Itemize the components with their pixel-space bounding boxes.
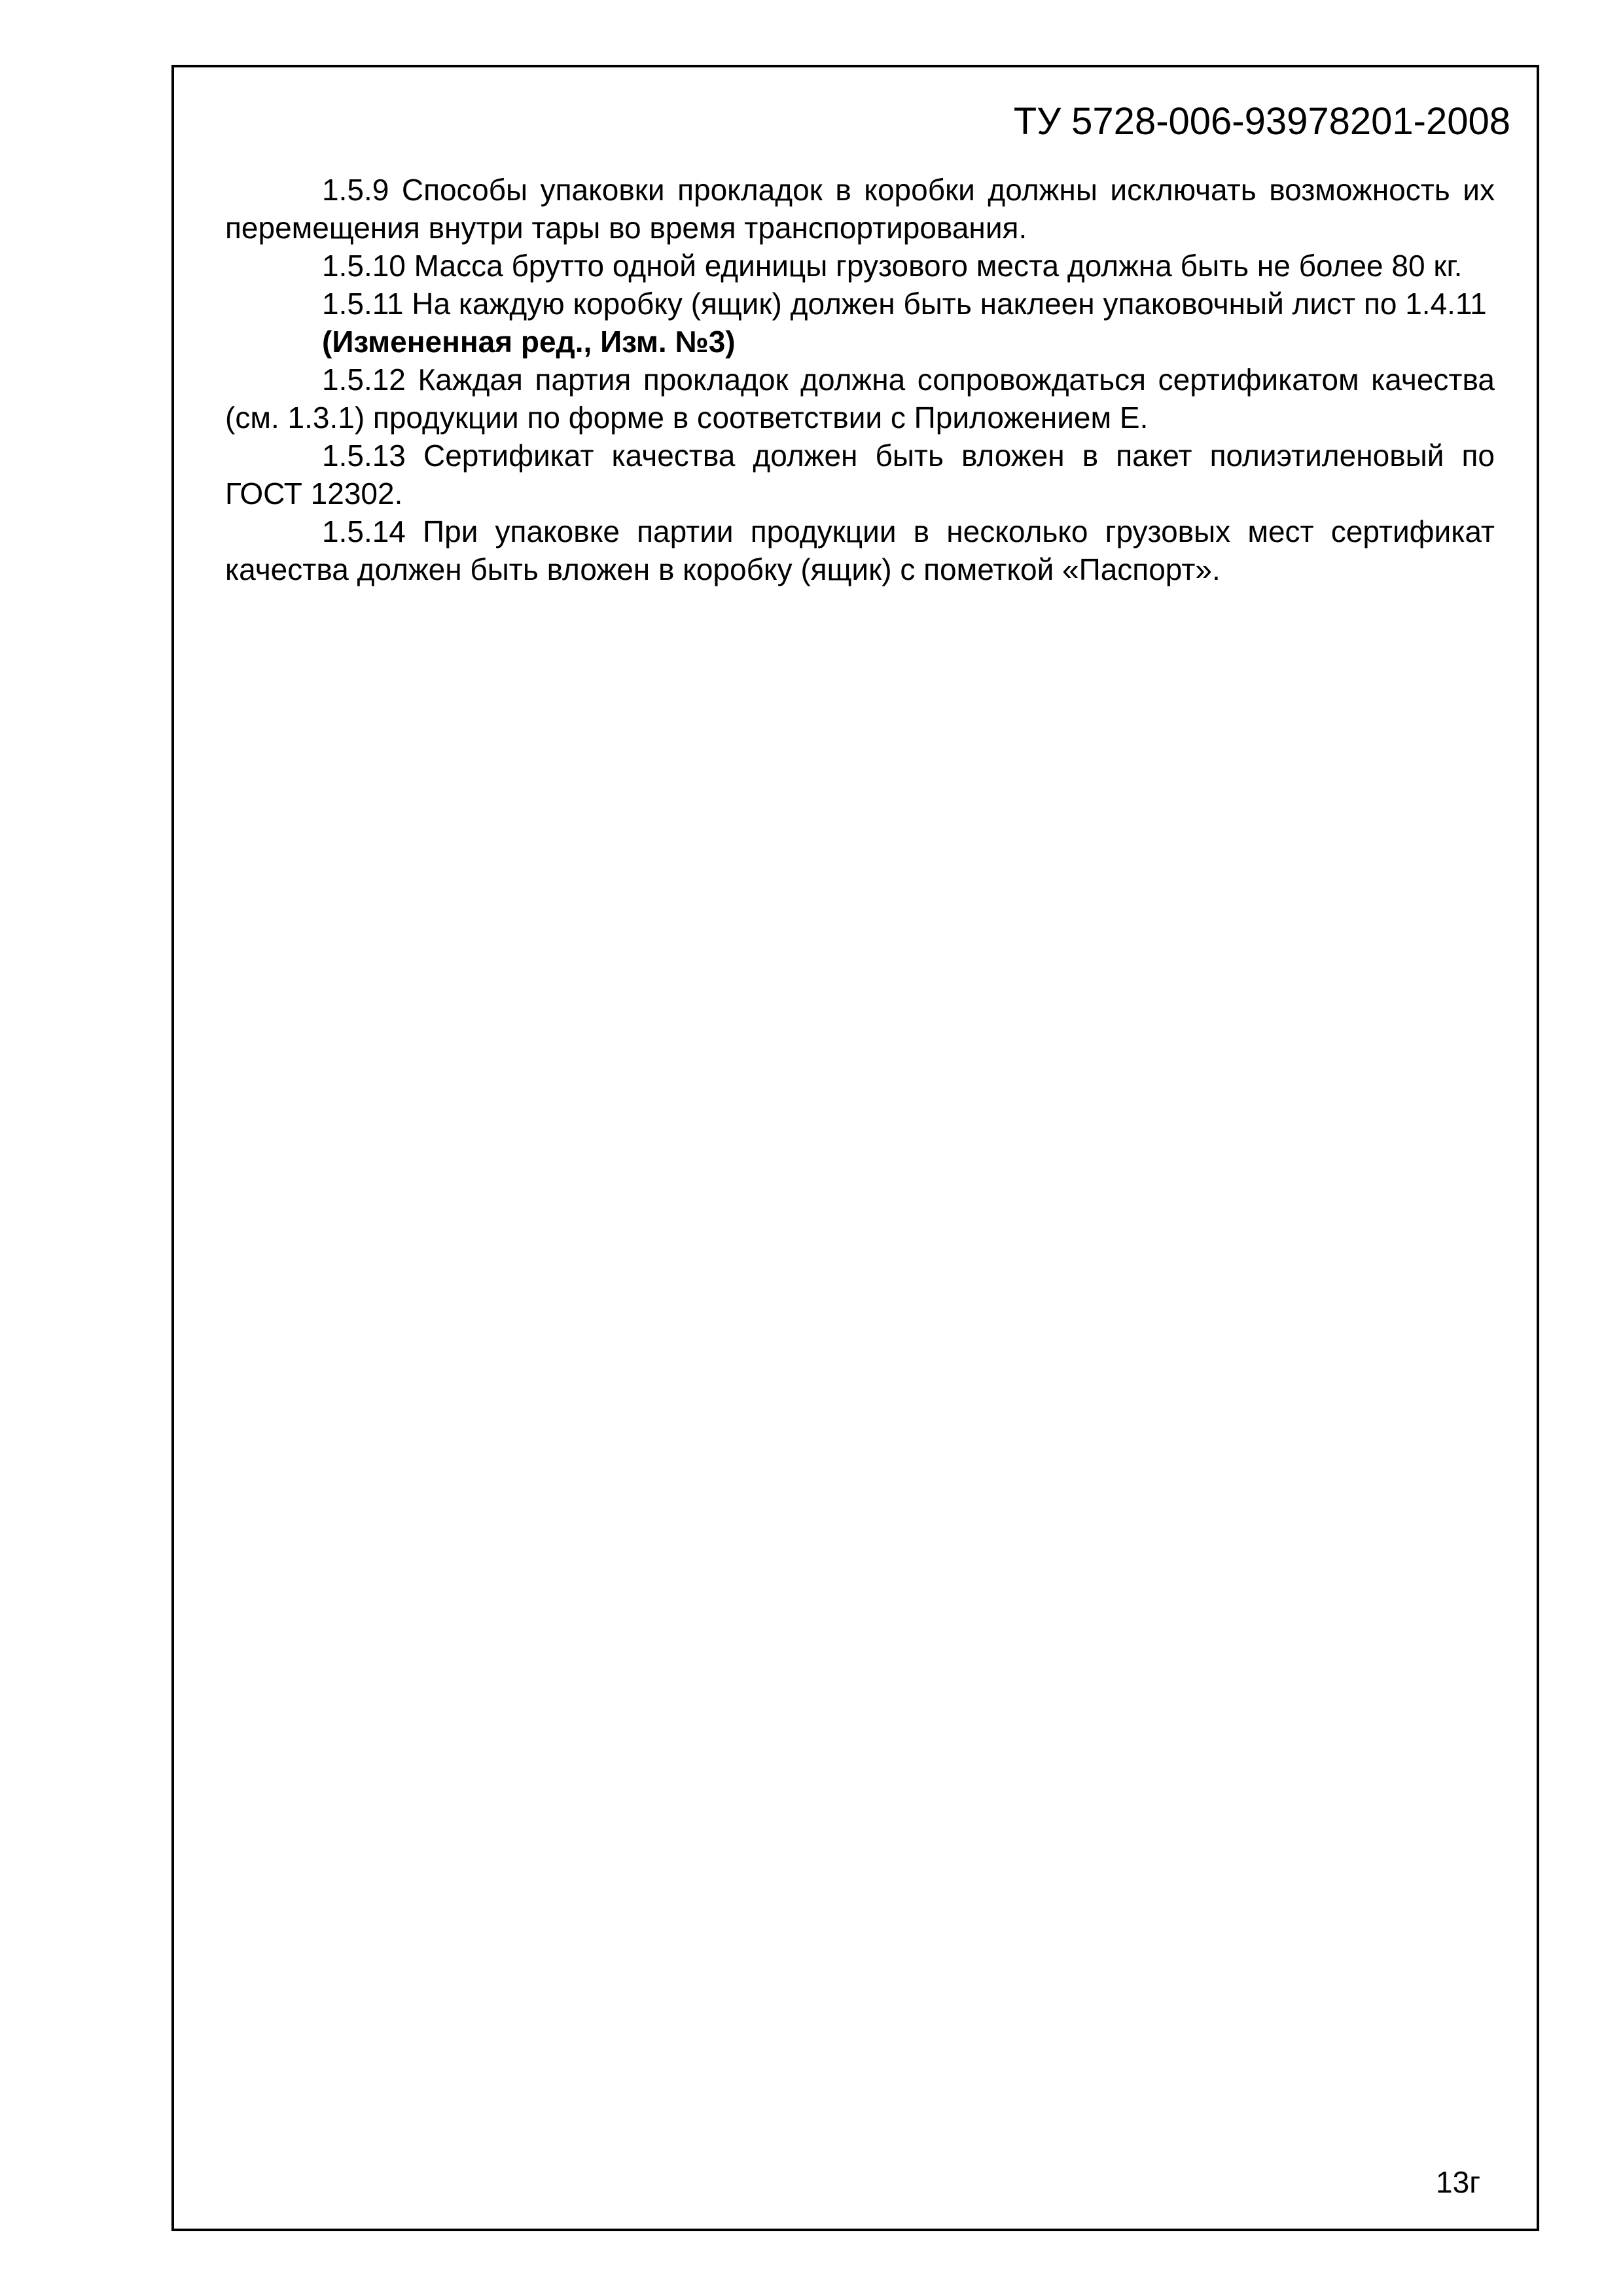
- paragraph-1-5-12: 1.5.12 Каждая партия прокладок должна сопровождаться сертификатом качества (см. 1.3.1) продукции по форме в соответствии с Приложением Е.: [225, 363, 1495, 435]
- document-code: ТУ 5728-006-93978201-2008: [1013, 100, 1510, 143]
- paragraph-1-5-10: 1.5.10 Масса брутто одной единицы грузового места должна быть не более 80 кг.: [322, 249, 1463, 283]
- amendment-note: (Измененная ред., Изм. №3): [322, 325, 736, 359]
- paragraph-1-5-9: 1.5.9 Способы упаковки прокладок в коробки должны исключать возможность их перемещения внутри тары во время транспортирования.: [225, 173, 1495, 245]
- page-number: 13г: [1436, 2165, 1480, 2199]
- paragraph-1-5-11: 1.5.11 На каждую коробку (ящик) должен быть наклеен упаковочный лист по 1.4.11: [322, 287, 1487, 321]
- body-text: [225, 171, 1495, 588]
- paragraph-1-5-14: 1.5.14 При упаковке партии продукции в несколько грузовых мест сертификат качества должен быть вложен в коробку (ящик) с пометкой «Паспорт».: [225, 514, 1495, 586]
- page-frame: [171, 65, 1539, 2231]
- paragraph-1-5-13: 1.5.13 Сертификат качества должен быть вложен в пакет полиэтиленовый по ГОСТ 12302.: [225, 439, 1495, 511]
